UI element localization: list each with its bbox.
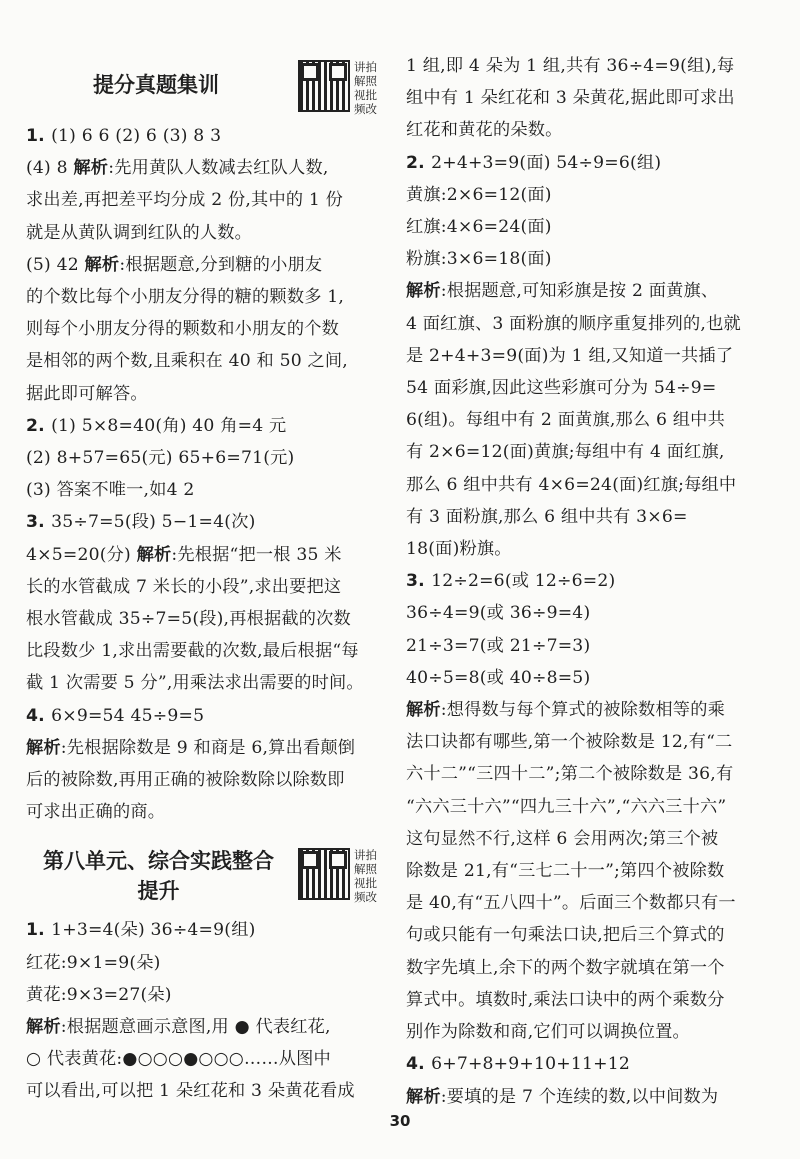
text-line (406, 340, 768, 372)
text-run: 则每个小朋友分得的颗数和小朋友的个数 (26, 319, 339, 340)
text-line (26, 313, 386, 345)
text-run: 粉旗:3×6=18(面) (406, 249, 552, 270)
text-run: ○ 代表黄花:●○○○●○○○……从图中 (26, 1049, 331, 1070)
text-run: 1+3=4(朵) 36÷4=9(组) (51, 920, 256, 941)
text-line (406, 791, 768, 823)
text-line (26, 474, 386, 506)
text-run: :先用黄队人数减去红队人数, (108, 158, 329, 179)
text-run: 比段数少 1,求出需要截的次数,最后根据“每 (26, 641, 359, 662)
label-bold: 1. (26, 920, 52, 941)
qr-code-icon[interactable] (298, 60, 350, 112)
text-line (406, 372, 768, 404)
text-run: 6×9=54 45÷9=5 (51, 705, 205, 726)
right-column (406, 50, 768, 1113)
text-line (26, 539, 386, 571)
text-line (406, 436, 768, 468)
text-line (26, 571, 386, 603)
text-run: 六十二”“三四十二”;第二个被除数是 36,有 (406, 764, 734, 785)
text-line (26, 184, 386, 216)
unit-title-line2: 提升 (137, 879, 180, 904)
label-bold: 3. (26, 512, 52, 533)
text-line (406, 565, 768, 597)
text-run: 黄花:9×3=27(朵) (26, 984, 172, 1005)
text-line (406, 308, 768, 340)
text-line (26, 378, 386, 410)
text-line (406, 1016, 768, 1048)
text-run: 句或只能有一句乘法口诀,把后三个算式的 (406, 925, 725, 946)
text-line (406, 275, 768, 307)
text-line (26, 796, 386, 828)
text-line (406, 662, 768, 694)
text-run: 别作为除数和商,它们可以调换位置。 (406, 1022, 690, 1043)
text-run: 4 面红旗、3 面粉旗的顺序重复排列的,也就 (406, 313, 741, 334)
text-run: 除数是 21,有“三七二十一”;第四个被除数 (406, 861, 725, 882)
text-line (406, 1048, 768, 1080)
text-run: (1) 5×8=40(角) 40 角=4 元 (51, 415, 287, 436)
text-run: 是 2+4+3=9(面)为 1 组,又知道一共插了 (406, 345, 734, 366)
text-run: 黄旗:2×6=12(面) (406, 184, 552, 205)
text-run: (4) 8 (26, 158, 74, 179)
label-bold: 解析 (26, 737, 61, 758)
text-run: 算式中。填数时,乘法口诀中的两个乘数分 (406, 989, 725, 1010)
text-run: :要填的是 7 个连续的数,以中间数为 (440, 1086, 719, 1107)
text-line (26, 979, 386, 1011)
text-run: 40÷5=8(或 40÷8=5) (406, 667, 591, 688)
text-line (26, 152, 386, 184)
text-run: 有 3 面粉旗,那么 6 组中共有 3×6= (406, 506, 688, 527)
text-run: 据此即可解答。 (26, 383, 148, 404)
text-line (406, 147, 768, 179)
text-line (26, 1043, 386, 1075)
text-line (26, 345, 386, 377)
qr-label-line: 解照 (354, 862, 377, 877)
text-run: 红花和黄花的朵数。 (406, 120, 563, 141)
text-line (26, 603, 386, 635)
text-run: 数字先填上,余下的两个数字就填在第一个 (406, 957, 725, 978)
label-bold: 解析 (26, 1017, 61, 1038)
label-bold: 解析 (406, 281, 441, 302)
text-line (26, 914, 386, 946)
text-line (406, 887, 768, 919)
text-run: 是 40,有“五八四十”。后面三个数都只有一 (406, 893, 736, 914)
text-line (26, 442, 386, 474)
text-run: 18(面)粉旗。 (406, 539, 512, 560)
text-run: 6+7+8+9+10+11+12 (431, 1054, 631, 1075)
text-line (26, 667, 386, 699)
qr-label-line: 频改 (354, 890, 377, 905)
text-line (406, 469, 768, 501)
text-line (406, 984, 768, 1016)
text-run: :先根据“把一根 35 米 (171, 544, 342, 565)
text-line (406, 501, 768, 533)
text-line (406, 82, 768, 114)
text-run: 的个数比每个小朋友分得的糖的颗数多 1, (26, 287, 345, 308)
text-line (26, 249, 386, 281)
text-run: 法口诀都有哪些,第一个被除数是 12,有“二 (406, 732, 733, 753)
text-run: 有 2×6=12(面)黄旗;每组中有 4 面红旗, (406, 442, 725, 463)
text-run: 36÷4=9(或 36÷9=4) (406, 603, 591, 624)
text-line (406, 243, 768, 275)
text-line (406, 1081, 768, 1113)
label-bold: 4. (406, 1054, 432, 1075)
text-run: 是相邻的两个数,且乘积在 40 和 50 之间, (26, 351, 348, 372)
text-run: 2+4+3=9(面) 54÷9=6(组) (431, 152, 662, 173)
text-run: 12÷2=6(或 12÷6=2) (431, 571, 616, 592)
qr-code-icon[interactable] (298, 848, 350, 900)
text-line (406, 404, 768, 436)
text-line (406, 630, 768, 662)
text-line (26, 732, 386, 764)
answers-block-b (26, 914, 386, 1107)
qr-label (354, 848, 384, 904)
text-run: 6(组)。每组中有 2 面黄旗,那么 6 组中共 (406, 410, 725, 431)
label-bold: 解析 (73, 158, 109, 179)
text-run: 1 组,即 4 朵为 1 组,共有 36÷4=9(组),每 (406, 56, 735, 76)
label-bold: 解析 (406, 1086, 441, 1107)
text-run: 21÷3=7(或 21÷7=3) (406, 635, 591, 656)
text-run: :先根据除数是 9 和商是 6,算出看颠倒 (60, 737, 356, 758)
page-number: 30 (389, 1112, 411, 1130)
text-run: (5) 42 (26, 254, 85, 275)
text-run: 求出差,再把差平均分成 2 份,其中的 1 份 (26, 190, 344, 211)
text-line (406, 694, 768, 726)
text-run: :根据题意,分到糖的小朋友 (119, 254, 323, 275)
text-run: 4×5=20(分) (26, 544, 137, 565)
text-line (26, 1011, 386, 1043)
text-line (406, 597, 768, 629)
label-bold: 3. (406, 571, 432, 592)
text-run: “六六三十六”“四九三十六”,“六六三十六” (406, 796, 727, 817)
text-line (406, 179, 768, 211)
text-line (26, 281, 386, 313)
text-line (26, 635, 386, 667)
text-line (406, 952, 768, 984)
text-run: :根据题意,可知彩旗是按 2 面黄旗、 (440, 281, 719, 302)
section-header-practice (26, 50, 386, 120)
text-line (406, 758, 768, 790)
text-line (406, 726, 768, 758)
label-bold: 2. (406, 152, 432, 173)
text-run: (1) 6 6 (2) 6 (3) 8 3 (51, 126, 222, 146)
section-title: 提分真题集训 (93, 73, 219, 97)
text-run: :根据题意画示意图,用 ● 代表红花, (60, 1017, 331, 1038)
section-header-unit8 (26, 842, 386, 914)
label-bold: 1. (26, 126, 52, 146)
text-run: 35÷7=5(段) 5−1=4(次) (51, 512, 256, 533)
text-run: 根水管截成 35÷7=5(段),再根据截的次数 (26, 609, 351, 630)
text-line (26, 947, 386, 979)
text-line (26, 764, 386, 796)
label-bold: 解析 (136, 544, 172, 565)
qr-label-line: 视批 (354, 88, 377, 102)
left-column (26, 50, 386, 1108)
label-bold: 解析 (84, 254, 120, 275)
text-run: 可求出正确的商。 (26, 802, 166, 823)
qr-label-line: 解照 (354, 74, 377, 88)
text-run: 后的被除数,再用正确的被除数除以除数即 (26, 770, 345, 791)
text-line (26, 410, 386, 442)
text-line (406, 919, 768, 951)
text-run: 可以看出,可以把 1 朵红花和 3 朵黄花看成 (26, 1081, 355, 1102)
text-run: 那么 6 组中共有 4×6=24(面)红旗;每组中 (406, 474, 737, 495)
qr-label-line: 视批 (354, 876, 377, 891)
qr-label-line: 讲拍 (354, 60, 377, 74)
unit-title-line1: 第八单元、综合实践整合 (43, 849, 274, 874)
answers-block-a (26, 120, 386, 828)
text-line (406, 114, 768, 146)
text-run: 截 1 次需要 5 分”,用乘法求出需要的时间。 (26, 673, 364, 694)
text-run: 红旗:4×6=24(面) (406, 217, 552, 238)
text-run: 长的水管截成 7 米长的小段”,求出要把这 (26, 576, 342, 597)
label-bold: 2. (26, 415, 52, 436)
text-line (26, 1075, 386, 1107)
text-line (406, 50, 768, 82)
text-run: 就是从黄队调到红队的人数。 (26, 222, 253, 243)
label-bold: 解析 (406, 700, 441, 721)
text-line (406, 533, 768, 565)
text-run: 组中有 1 朵红花和 3 朵黄花,据此即可求出 (406, 88, 735, 109)
text-run: :想得数与每个算式的被除数相等的乘 (440, 700, 725, 721)
qr-label-line: 频改 (354, 102, 377, 116)
text-run: (2) 8+57=65(元) 65+6=71(元) (26, 448, 295, 469)
text-line (26, 217, 386, 249)
text-run: (3) 答案不唯一,如4 2 (26, 480, 195, 501)
text-line (26, 700, 386, 732)
text-line (406, 823, 768, 855)
text-run: 这句显然不行,这样 6 会用两次;第三个被 (406, 828, 719, 849)
text-run: 红花:9×1=9(朵) (26, 952, 161, 973)
answers-block-right (406, 50, 768, 1113)
text-line (26, 506, 386, 538)
qr-label (354, 60, 384, 116)
text-line (406, 211, 768, 243)
text-line (26, 120, 386, 152)
text-line (406, 855, 768, 887)
label-bold: 4. (26, 705, 52, 726)
text-run: 54 面彩旗,因此这些彩旗可分为 54÷9= (406, 378, 717, 399)
qr-label-line: 讲拍 (354, 848, 377, 863)
